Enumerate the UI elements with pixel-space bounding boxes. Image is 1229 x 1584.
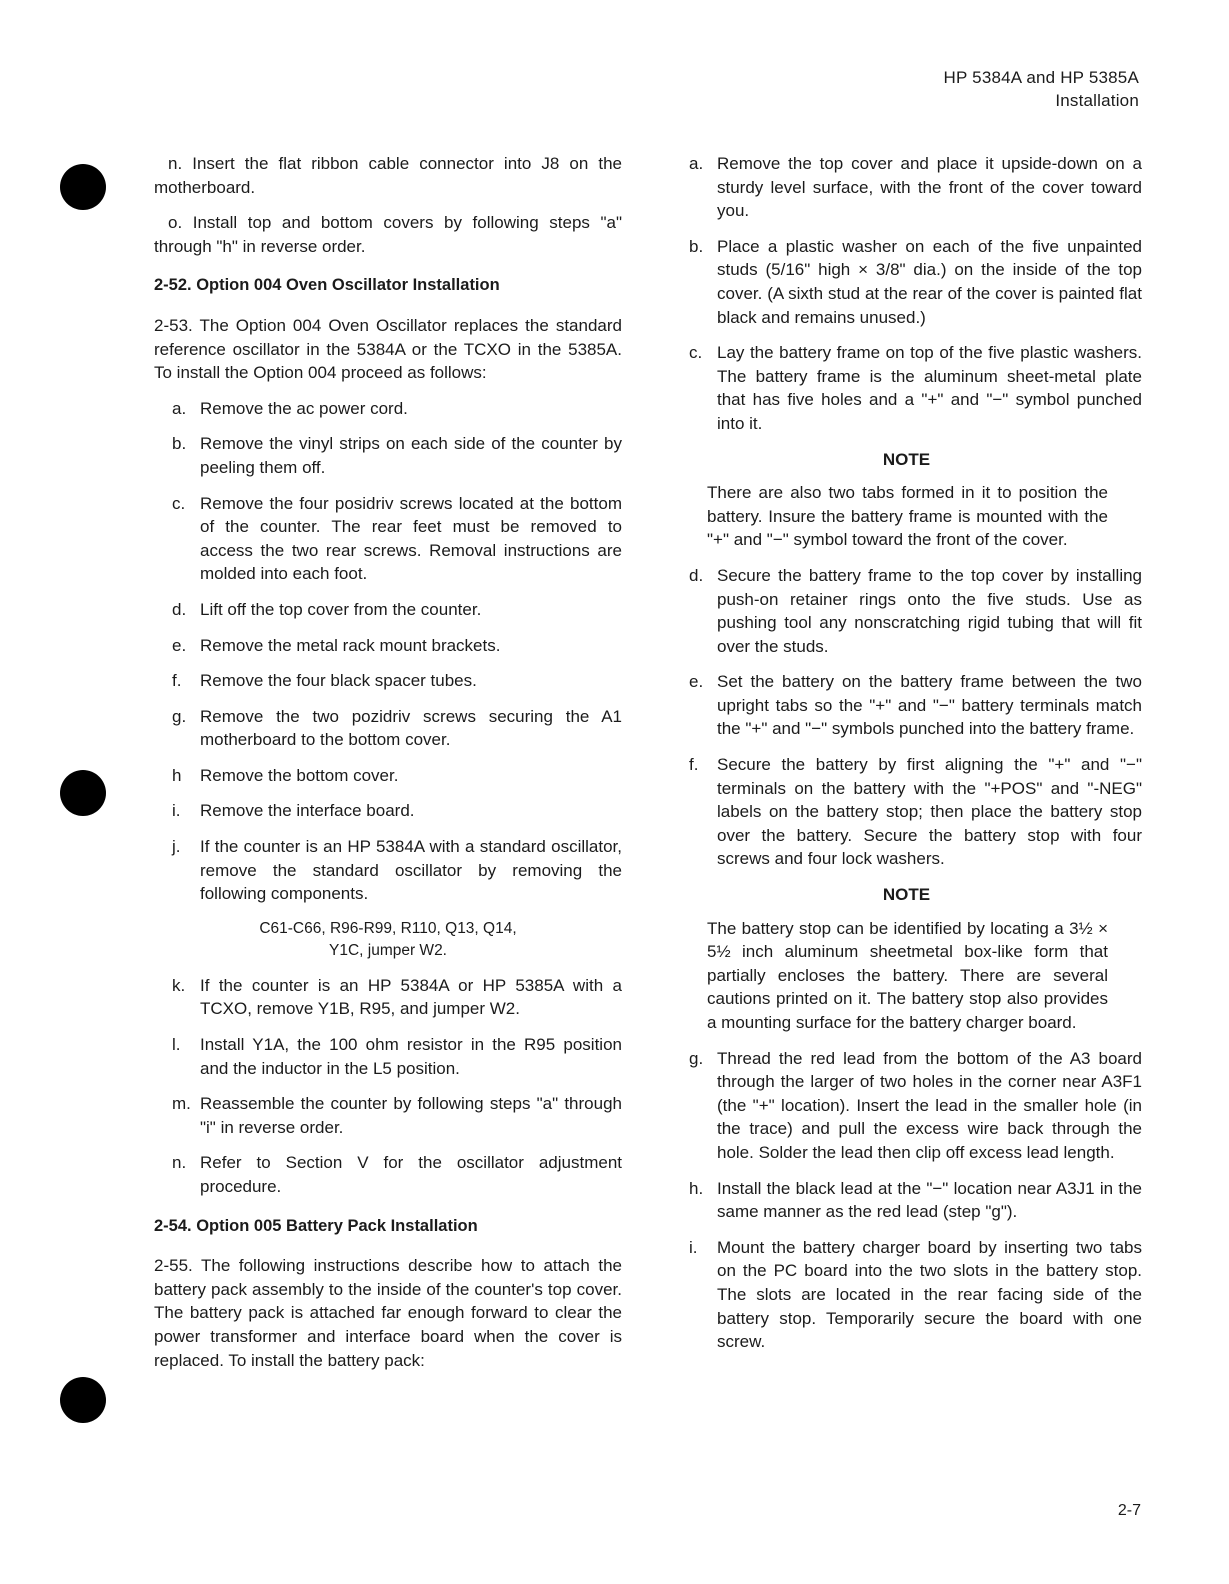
- list-item: a. Remove the ac power cord.: [172, 398, 408, 418]
- list-item: e. Set the battery on the battery frame between the two upright tabs so the "+" and "−" battery terminals match the "+" and "−" symbols punched into the battery frame.: [689, 672, 1142, 739]
- punch-hole-top: [60, 164, 106, 210]
- page-header: [944, 66, 1139, 112]
- heading-2-54: 2-54. Option 005 Battery Pack Installation: [154, 1216, 478, 1235]
- para-2-53: 2-53. The Option 004 Oven Oscillator replaces the standard reference oscillator in the 5384A or the TCXO in the 5385A. To install the Option 004 proceed as follows:: [154, 315, 622, 383]
- note-body: There are also two tabs formed in it to position the battery. Insure the battery frame is mounted with the "+" and "−" symbol toward the front of the cover.: [707, 483, 1108, 550]
- punch-hole-middle: [60, 770, 106, 816]
- list-item: l. Install Y1A, the 100 ohm resistor in the R95 position and the inductor in the L5 position.: [172, 1035, 622, 1078]
- components-list: C61-C66, R96-R99, R110, Q13, Q14, Y1C, jumper W2.: [259, 919, 517, 959]
- list-item: f. Remove the four black spacer tubes.: [172, 671, 477, 691]
- heading-2-52: 2-52. Option 004 Oven Oscillator Installation: [154, 276, 500, 295]
- list-item: j. If the counter is an HP 5384A with a standard oscillator, remove the standard oscillator by removing the following components.: [172, 837, 622, 904]
- list-item: f. Secure the battery by first aligning the "+" and "−" terminals on the battery with the "+POS" and "-NEG" labels on the battery stop; then place the battery stop over the battery. Secure the battery stop with four screws and four lock washers.: [689, 755, 1142, 869]
- right-column: [671, 152, 1142, 1366]
- list-item: b. Remove the vinyl strips on each side of the counter by peeling them off.: [172, 434, 622, 477]
- left-column: [154, 152, 622, 1384]
- header-section: Installation: [1055, 91, 1139, 110]
- list-item: n. Refer to Section V for the oscillator adjustment procedure.: [172, 1153, 622, 1196]
- list-item: d. Secure the battery frame to the top cover by installing push-on retainer rings onto the five studs. Use as pushing tool any nonscratching rigid tubing that will fit over the studs.: [689, 565, 1142, 656]
- list-item: e. Remove the metal rack mount brackets.: [172, 635, 501, 655]
- list-item: g. Remove the two pozidriv screws securing the A1 motherboard to the bottom cover.: [172, 706, 622, 750]
- punch-hole-bottom: [60, 1377, 106, 1423]
- list-item: h. Install the black lead at the "−" location near A3J1 in the same manner as the red lead (step "g").: [689, 1178, 1142, 1222]
- note-title: NOTE: [882, 449, 931, 469]
- list-item: b. Place a plastic washer on each of the five unpainted studs (5/16" high × 3/8" dia.) on the inside of the top cover. (A sixth stud at the rear of the cover is painted flat black and remains unused.): [689, 236, 1142, 327]
- list-item: d. Lift off the top cover from the counter.: [172, 599, 482, 619]
- note-body: The battery stop can be identified by locating a 3½ × 5½ inch aluminum sheetmetal box-like form that partially encloses the battery. There are several cautions printed on it. The battery stop also provides a mounting surface for the battery charger board.: [707, 918, 1108, 1032]
- list-item: g. Thread the red lead from the bottom of the A3 board through the larger of two holes in the corner near A3F1 (the "+" location). Insert the lead in the smaller hole (in the trace) and pull the excess wire back through the hole. Solder the lead then clip off excess lead length.: [689, 1048, 1142, 1162]
- list-item: c. Lay the battery frame on top of the five plastic washers. The battery frame is the aluminum sheet-metal plate that has five holes and a "+" and "−" symbol punched into it.: [689, 343, 1142, 433]
- list-item: a. Remove the top cover and place it upside-down on a sturdy level surface, with the front of the cover toward you.: [689, 154, 1142, 221]
- list-item: c. Remove the four posidriv screws located at the bottom of the counter. The rear feet must be removed to access the two rear screws. Removal instructions are molded into each foot.: [172, 493, 622, 584]
- step-o: o. Install top and bottom covers by following steps "a" through "h" in reverse order.: [154, 213, 622, 256]
- header-title: HP 5384A and HP 5385A: [943, 68, 1139, 87]
- list-item: i. Remove the interface board.: [172, 801, 415, 821]
- list-item: i. Mount the battery charger board by inserting two tabs on the PC board into the two slots in the battery stop. The slots are located in the rear facing side of the battery stop. Temporarily secure the board with one screw.: [689, 1237, 1142, 1352]
- para-2-55: 2-55. The following instructions describe how to attach the battery pack assembly to the inside of the counter's top cover. The battery pack is attached far enough forward to clear the power transformer and interface board when the cover is replaced. To install the battery pack:: [154, 1256, 622, 1370]
- page-number: 2-7: [1117, 1502, 1141, 1519]
- list-item: m. Reassemble the counter by following steps "a" through "i" in reverse order.: [172, 1094, 622, 1137]
- note-title: NOTE: [882, 885, 931, 905]
- step-n-top: n. Insert the flat ribbon cable connector into J8 on the motherboard.: [154, 154, 622, 197]
- list-item: k. If the counter is an HP 5384A or HP 5385A with a TCXO, remove Y1B, R95, and jumper W2.: [172, 975, 622, 1019]
- list-item: h Remove the bottom cover.: [172, 765, 399, 785]
